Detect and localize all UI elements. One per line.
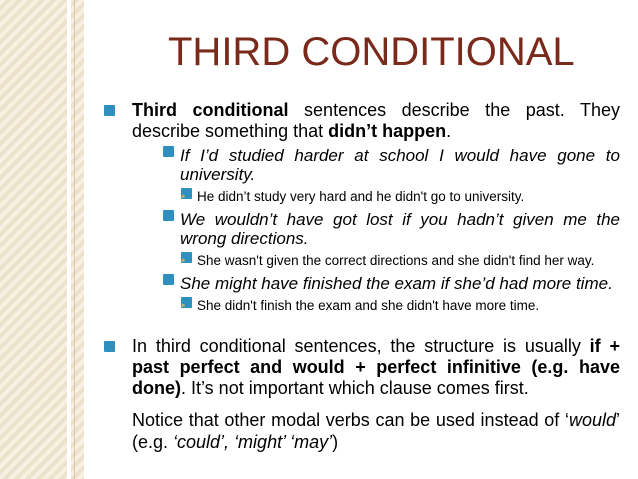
small-square-bullet-icon: ▪	[181, 252, 192, 263]
square-bullet-icon	[104, 341, 115, 352]
definition-end: .	[446, 121, 452, 141]
modal-note-mid: ’ (e.g.	[132, 410, 620, 452]
modal-note-end: )	[332, 432, 339, 452]
example-text: She might have finished the exam if she’d had more time.	[180, 274, 613, 293]
example-text: We wouldn’t have got lost if you hadn’t given me the wrong directions.	[180, 210, 620, 248]
modal-note-text: Notice that other modal verbs can be used instead of ‘	[132, 410, 569, 430]
bullet-structure	[104, 336, 620, 399]
circle-bullet-icon: ◦	[163, 146, 174, 157]
modal-examples: ‘could’, ‘might’ ‘may’	[173, 432, 333, 452]
term-third-conditional: Third conditional	[132, 100, 289, 120]
example-sentence	[132, 146, 620, 184]
small-square-bullet-icon: ▪	[181, 188, 192, 199]
circle-bullet-icon: ◦	[163, 210, 174, 221]
example-sentence	[132, 210, 620, 248]
bullet-definition	[104, 100, 620, 314]
modal-verbs-note	[104, 409, 620, 453]
example-note	[132, 188, 620, 205]
structure-end: . It’s not important which clause comes first.	[181, 378, 529, 398]
side-panel-divider	[74, 0, 75, 479]
example-sentence	[132, 274, 620, 293]
would-term: would	[568, 410, 616, 430]
example-note-text: He didn’t study very hard and he didn't go to university.	[197, 189, 525, 204]
structure-formula: if + past perfect and would + perfect infinitive (e.g. have done)	[132, 336, 620, 398]
small-square-bullet-icon: ▪	[181, 297, 192, 308]
structure-text: In third conditional sentences, the structure is usually	[132, 336, 590, 356]
example-note	[132, 252, 620, 269]
slide-title: THIRD CONDITIONAL	[168, 30, 575, 74]
didnt-happen-emphasis: didn’t happen	[328, 121, 447, 141]
circle-bullet-icon: ◦	[163, 274, 174, 285]
side-panel-stripe	[67, 0, 71, 479]
slide-content	[104, 100, 620, 453]
example-note-text: She didn't finish the exam and she didn't have more time.	[197, 298, 540, 313]
example-note	[132, 297, 620, 314]
example-note-text: She wasn't given the correct directions and she didn't find her way.	[197, 253, 595, 268]
square-bullet-icon	[104, 105, 115, 116]
example-text: If I’d studied harder at school I would have gone to university.	[180, 146, 620, 184]
definition-text: sentences describe the past. They describe something that	[132, 100, 620, 141]
decorative-side-panel	[0, 0, 84, 479]
